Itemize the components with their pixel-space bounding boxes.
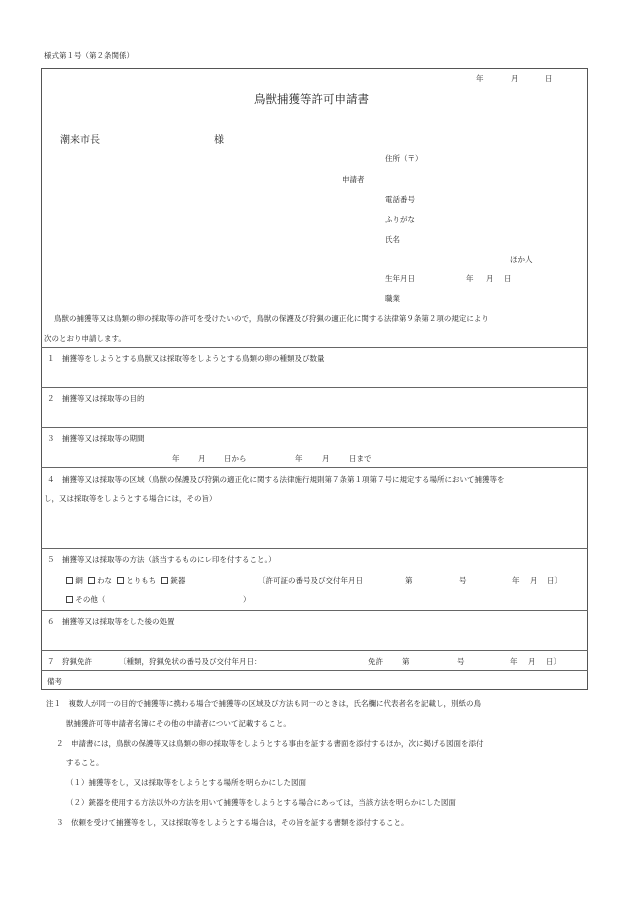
gun-permit-go: 号 bbox=[459, 576, 467, 585]
item-7-year: 年 bbox=[510, 657, 518, 666]
gun-checkbox[interactable] bbox=[161, 577, 168, 584]
other-method-row bbox=[66, 594, 105, 605]
item-7-label: ７ 狩猟免許 bbox=[47, 657, 92, 666]
remarks-label: 備考 bbox=[47, 677, 62, 686]
note-3: ３ 依頼を受けて捕獲等をし，又は採取等をしようとする場合は，その旨を証する書類を添付すること。 bbox=[56, 818, 409, 827]
divider bbox=[41, 650, 588, 651]
intro-line-2: 次のとおり申請します。 bbox=[44, 334, 126, 343]
birdlime-label: とりもち bbox=[126, 576, 157, 585]
divider bbox=[41, 347, 588, 348]
divider bbox=[41, 670, 588, 671]
item-7-detail: 〔種類，狩猟免状の番号及び交付年月日： bbox=[119, 657, 262, 666]
gun-permit-month: 月 bbox=[530, 576, 538, 585]
item-7-dai: 第 bbox=[402, 657, 410, 666]
note-2-item-1: （１）捕獲等をし，又は採取等をしようとする場所を明らかにした図面 bbox=[66, 778, 306, 787]
form-frame bbox=[41, 68, 588, 690]
item-7-menkyo: 免許 bbox=[368, 657, 383, 666]
addressee-honorific: 様 bbox=[214, 135, 224, 146]
gun-label: 銃器 bbox=[170, 576, 186, 585]
divider bbox=[41, 387, 588, 388]
applicant-birth-year: 年 bbox=[466, 274, 474, 283]
trap-label: わな bbox=[97, 576, 113, 585]
item-7-month: 月 bbox=[528, 657, 536, 666]
form-title: 鳥獣捕獲等許可申請書 bbox=[254, 92, 369, 106]
divider bbox=[41, 610, 588, 611]
applicant-others-label: ほか人 bbox=[510, 255, 533, 264]
date-year: 年 bbox=[476, 74, 484, 83]
item-3-label: ３ 捕獲等又は採取等の期間 bbox=[47, 434, 145, 443]
gun-permit-day: 日〕 bbox=[547, 576, 562, 585]
note-2-line-2: すること。 bbox=[66, 758, 104, 767]
item-2-label: ２ 捕獲等又は採取等の目的 bbox=[47, 394, 145, 403]
item-3-from-day: 日から bbox=[224, 454, 247, 463]
item-3-to-month: 月 bbox=[322, 454, 330, 463]
other-label: その他（ bbox=[75, 595, 106, 604]
note-1-line-2: 獣捕獲許可等申請者名簿にその他の申請者について記載すること。 bbox=[66, 719, 291, 728]
applicant-birth-label: 生年月日 bbox=[385, 274, 415, 283]
note-2-item-2: （２）銃器を使用する方法以外の方法を用いて捕獲等をしようとする場合にあっては，当該方法を明らかにした図面 bbox=[66, 798, 456, 807]
date-month: 月 bbox=[511, 74, 519, 83]
item-3-to-day: 日まで bbox=[349, 454, 372, 463]
item-3-to-year: 年 bbox=[295, 454, 303, 463]
applicant-label: 申請者 bbox=[342, 175, 365, 184]
date-day: 日 bbox=[545, 74, 553, 83]
method-row bbox=[66, 575, 185, 586]
birdlime-checkbox[interactable] bbox=[117, 577, 124, 584]
item-6-label: ６ 捕獲等又は採取等をした後の処置 bbox=[47, 617, 175, 626]
other-close: ） bbox=[243, 595, 251, 604]
item-3-from-month: 月 bbox=[198, 454, 206, 463]
item-4-line-1: ４ 捕獲等又は採取等の区域（鳥獣の保護及び狩猟の適正化に関する法律施行規則第７条第１項第７号に規定する場所において捕獲等を bbox=[47, 475, 505, 484]
gun-permit-dai: 第 bbox=[405, 576, 413, 585]
net-label: 網 bbox=[75, 576, 83, 585]
divider bbox=[41, 427, 588, 428]
applicant-address-label: 住所（〒） bbox=[385, 154, 423, 163]
intro-line-1: 鳥獣の捕獲等又は鳥類の卵の採取等の許可を受けたいので，鳥獣の保護及び狩猟の適正化に関する法律第９条第２項の規定により bbox=[54, 314, 489, 323]
divider bbox=[41, 467, 588, 468]
applicant-furigana-label: ふりがな bbox=[385, 215, 415, 224]
divider bbox=[41, 548, 588, 549]
note-1-line-1: 注１ 複数人が同一の目的で捕獲等に携わる場合で捕獲等の区域及び方法も同一のときは，氏名欄に代表者名を記載し，別紙の鳥 bbox=[46, 699, 481, 708]
gun-permit-label: 〔許可証の番号及び交付年月日 bbox=[258, 576, 363, 585]
trap-checkbox[interactable] bbox=[88, 577, 95, 584]
gun-permit-year: 年 bbox=[512, 576, 520, 585]
other-checkbox[interactable] bbox=[66, 596, 73, 603]
form-number: 様式第１号（第２条関係） bbox=[44, 51, 134, 60]
item-3-from-year: 年 bbox=[172, 454, 180, 463]
note-2-line-1: ２ 申請書には，鳥獣の保護等又は鳥類の卵の採取等をしようとする事由を証する書面を添付するほか，次に掲げる図面を添付 bbox=[56, 739, 484, 748]
item-1-label: １ 捕獲等をしようとする鳥獣又は採取等をしようとする鳥類の卵の種類及び数量 bbox=[47, 354, 325, 363]
applicant-phone-label: 電話番号 bbox=[385, 195, 415, 204]
addressee-mayor: 潮来市長 bbox=[60, 135, 100, 146]
applicant-name-label: 氏名 bbox=[385, 235, 400, 244]
applicant-birth-day: 日 bbox=[504, 274, 512, 283]
net-checkbox[interactable] bbox=[66, 577, 73, 584]
item-7-day: 日〕 bbox=[546, 657, 561, 666]
item-5-label: ５ 捕獲等又は採取等の方法（該当するものにレ印を付すること。） bbox=[47, 555, 276, 564]
item-4-line-2: し，又は採取等をしようとする場合には，その旨） bbox=[44, 494, 217, 503]
applicant-occupation-label: 職業 bbox=[385, 294, 400, 303]
applicant-birth-month: 月 bbox=[486, 274, 494, 283]
item-7-go: 号 bbox=[457, 657, 465, 666]
